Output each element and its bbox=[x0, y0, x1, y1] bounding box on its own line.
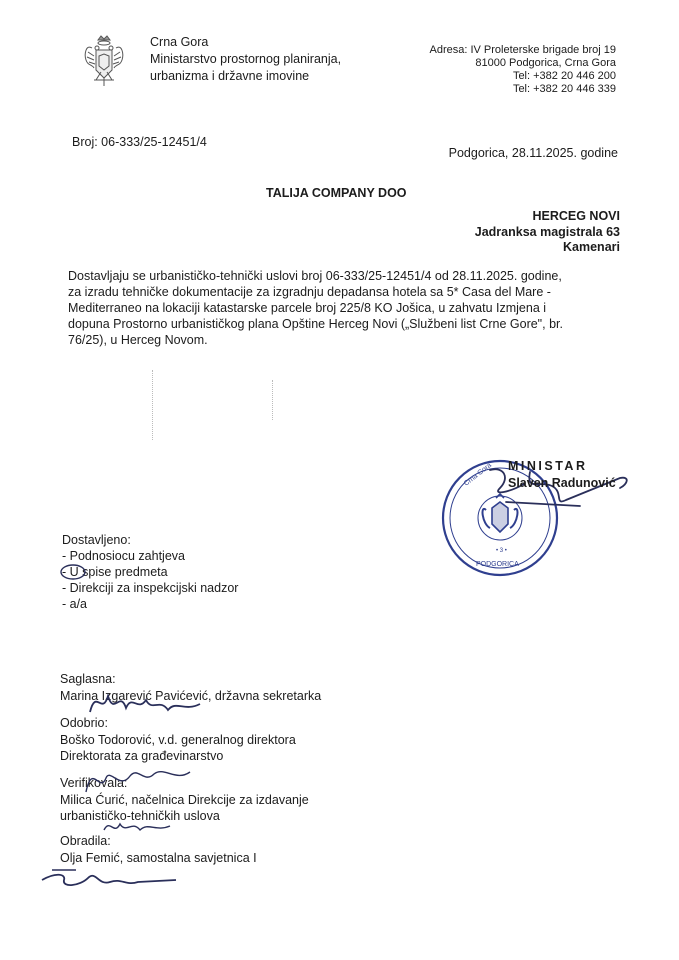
recipient-street: Jadranksa magistrala 63 bbox=[474, 224, 620, 239]
approval-line: Boško Todorović, v.d. generalnog direktora bbox=[60, 733, 296, 747]
signatory-name: Slaven Radunović bbox=[508, 476, 616, 490]
initials-mark-icon bbox=[100, 812, 180, 842]
ministry-line: urbanizma i državne imovine bbox=[150, 69, 310, 83]
approval-line: Milica Ćurić, načelnica Direkcije za izdavanje bbox=[60, 793, 309, 807]
svg-text:• 3 •: • 3 • bbox=[496, 548, 507, 554]
body-line: 76/25), u Herceg Novom. bbox=[68, 333, 208, 347]
recipient-city: HERCEG NOVI bbox=[532, 209, 620, 223]
body-line: Mediterraneo na lokaciji katastarske parcele broj 225/8 KO Jošica, u zahvatu Izmjena i bbox=[68, 301, 547, 315]
signatory-title: MINISTAR bbox=[508, 459, 588, 473]
approval-line: Direktorata za građevinarstvo bbox=[60, 749, 224, 763]
montenegro-coat-of-arms-icon bbox=[82, 34, 126, 88]
recipient-address bbox=[420, 209, 620, 256]
approval-label: Verifikovala: bbox=[60, 776, 128, 790]
recipient-company: TALIJA COMPANY DOO bbox=[266, 186, 407, 200]
ministry-name-block bbox=[150, 34, 341, 85]
body-line: Dostavljaju se urbanističko-tehnički uslovi broj 06-333/25-12451/4 od 28.11.2025. godine, bbox=[68, 269, 562, 283]
svg-text:PODGORICA: PODGORICA bbox=[476, 561, 519, 568]
delivery-item: - Podnosiocu zahtjeva bbox=[62, 549, 185, 563]
date-place: Podgorica, 28.11.2025. godine bbox=[448, 146, 618, 160]
phone-line: Tel: +382 20 446 339 bbox=[512, 83, 616, 95]
delivery-item: - Direkciji za inspekcijski nadzor bbox=[62, 581, 239, 595]
recipient-locality: Kamenari bbox=[563, 240, 620, 254]
body-line: dopuna Prostorno urbanističkog plana Opštine Herceg Novi („Službeni list Crne Gore", br. bbox=[68, 317, 563, 331]
address-line: 81000 Podgorica, Crna Gora bbox=[475, 57, 616, 69]
hand-circle-mark-icon bbox=[58, 562, 88, 582]
ministry-line: Crna Gora bbox=[150, 35, 209, 49]
approval-line: Olja Femić, samostalna savjetnica I bbox=[60, 851, 257, 865]
approval-label: Obradila: bbox=[60, 834, 111, 848]
signature-obradila-icon bbox=[36, 860, 186, 896]
approval-line: urbanističko-tehničkih uslova bbox=[60, 809, 220, 823]
approval-line: Marina Izgarević Pavićević, državna sekretarka bbox=[60, 689, 322, 703]
address-line: Adresa: IV Proleterske brigade broj 19 bbox=[429, 44, 616, 56]
approval-label: Odobrio: bbox=[60, 716, 108, 730]
letter-body bbox=[68, 268, 620, 348]
phone-line: Tel: +382 20 446 200 bbox=[512, 70, 616, 82]
delivery-item: - a/a bbox=[62, 597, 88, 611]
reference-number: Broj: 06-333/25-12451/4 bbox=[72, 135, 207, 149]
ministry-line: Ministarstvo prostornog planiranja, bbox=[150, 52, 342, 66]
signature-verifikovala-icon bbox=[80, 758, 200, 798]
delivery-item: - U spise predmeta bbox=[62, 565, 168, 579]
scan-artifact bbox=[272, 380, 274, 420]
delivery-list bbox=[62, 532, 238, 612]
scan-artifact bbox=[152, 370, 154, 440]
body-line: za izradu tehničke dokumentacije za izgradnju depadansa hotela sa 5* Casa del Mare - bbox=[68, 285, 551, 299]
ministry-address-block bbox=[390, 44, 616, 96]
approval-label: Saglasna: bbox=[60, 672, 116, 686]
svg-text:Crna Gora: Crna Gora bbox=[462, 461, 493, 488]
delivery-heading: Dostavljeno: bbox=[62, 533, 131, 547]
